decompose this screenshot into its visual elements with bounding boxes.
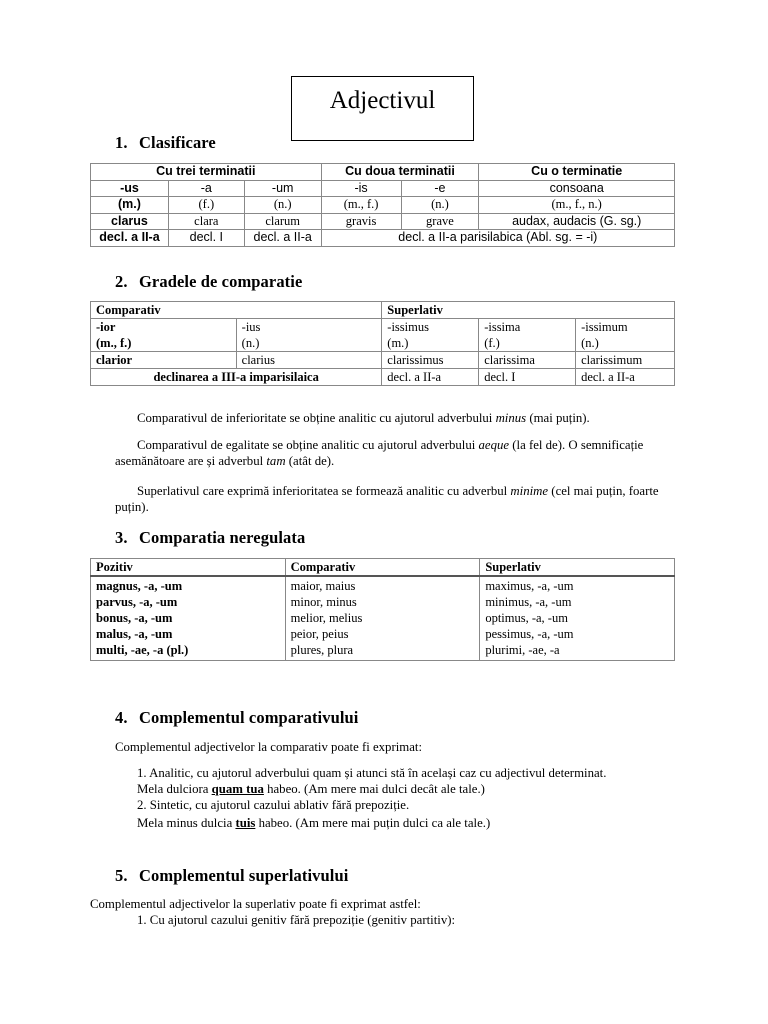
section-4-intro: Complementul adjectivelor la comparativ poate fi exprimat: — [115, 740, 423, 754]
cell-line: bonus, -a, -um — [96, 611, 173, 625]
text: Mela minus dulcia — [137, 816, 236, 830]
latin-term: minus — [495, 411, 527, 425]
table-header: Cu o terminatie — [479, 164, 675, 181]
table-cell — [91, 576, 286, 661]
table-cell: decl. a II-a parisilabica (Abl. sg. = -i) — [321, 230, 674, 247]
table-row — [91, 230, 675, 247]
table-header: Cu doua terminatii — [321, 164, 479, 181]
cell-line: pessimus, -a, -um — [485, 627, 574, 641]
table-cell: clarius — [236, 352, 382, 369]
table-header: Cu trei terminatii — [91, 164, 322, 181]
table-cell: decl. I — [168, 230, 244, 247]
list-item: 1. Analitic, cu ajutorul adverbului quam și atunci stă în același caz cu adjectivul determinat. — [137, 766, 607, 780]
table-cell: -is — [321, 180, 401, 197]
text: (atât de). — [285, 454, 335, 468]
table-row — [91, 576, 675, 661]
highlighted-term: tuis — [235, 816, 256, 830]
cell-line: maximus, -a, -um — [485, 579, 574, 593]
text: Superlativul care exprimă inferioritatea se formează analitic cu adverbul — [137, 484, 511, 498]
table-cell — [382, 319, 479, 352]
cell-line: -ior — [96, 320, 116, 334]
table-cell — [576, 319, 675, 352]
table-row — [91, 369, 675, 386]
comparison-degrees-table — [90, 301, 675, 386]
table-cell: decl. a II-a — [576, 369, 675, 386]
list-item: 1. Cu ajutorul cazului genitiv fără prepoziție (genitiv partitiv): — [137, 913, 456, 927]
table-cell: -um — [244, 180, 321, 197]
table-row — [91, 319, 675, 352]
section-number: 1. — [115, 133, 128, 152]
table-cell: -e — [401, 180, 479, 197]
table-header: Superlativ — [382, 302, 675, 319]
section-5-heading — [115, 866, 348, 886]
section-title: Complementul superlativului — [139, 866, 349, 885]
latin-term: minime — [510, 484, 549, 498]
table-cell: decl. a II-a — [382, 369, 479, 386]
table-header-row — [91, 164, 675, 181]
table-cell: audax, audacis (G. sg.) — [479, 213, 675, 230]
table-cell: (m., f.) — [321, 197, 401, 214]
table-cell: clarior — [91, 352, 237, 369]
section-title: Clasificare — [139, 133, 216, 152]
highlighted-term: quam tua — [211, 782, 264, 796]
list-item: 2. Sintetic, cu ajutorul cazului ablativ fără prepoziție. — [137, 798, 410, 812]
section-5-intro: Complementul adjectivelor la superlativ poate fi exprimat astfel: — [90, 897, 421, 911]
table-cell: clara — [168, 213, 244, 230]
section-number: 3. — [115, 528, 128, 547]
text: (mai puțin). — [526, 411, 590, 425]
table-cell: (n.) — [244, 197, 321, 214]
section-number: 5. — [115, 866, 128, 885]
table-row — [91, 213, 675, 230]
example-sentence — [137, 781, 485, 797]
cell-line: minor, minus — [290, 595, 357, 609]
text: (la fel de). O semnificație asemănătoare are și adverbul — [115, 438, 644, 468]
text: habeo. (Am mere mai puțin dulci ca ale tale.) — [255, 816, 491, 830]
table-header-row — [91, 559, 675, 577]
table-cell: decl. a II-a — [91, 230, 169, 247]
text: habeo. (Am mere mai dulci decât ale tale.) — [263, 782, 485, 796]
table-row — [91, 352, 675, 369]
table-cell: clarissima — [479, 352, 576, 369]
table-cell: -a — [168, 180, 244, 197]
cell-line: -ius — [241, 320, 261, 334]
table-header-row — [91, 302, 675, 319]
table-cell: clarus — [91, 213, 169, 230]
cell-line: minimus, -a, -um — [485, 595, 572, 609]
section-1-heading — [115, 133, 216, 153]
table-cell: clarissimus — [382, 352, 479, 369]
table-cell — [236, 319, 382, 352]
cell-line: (m.) — [387, 336, 409, 350]
section-number: 2. — [115, 272, 128, 291]
table-cell: -us — [91, 180, 169, 197]
document-title: Adjectivul — [329, 87, 436, 114]
cell-line: peior, peius — [290, 627, 349, 641]
cell-line: melior, melius — [290, 611, 363, 625]
table-cell: gravis — [321, 213, 401, 230]
table-header: Superlativ — [480, 559, 675, 577]
table-cell: declinarea a III-a imparisilaica — [91, 369, 382, 386]
table-cell — [91, 319, 237, 352]
section-number: 4. — [115, 708, 128, 727]
classification-table — [90, 163, 675, 247]
cell-line: (n.) — [241, 336, 260, 350]
table-cell — [479, 319, 576, 352]
cell-line: magnus, -a, -um — [96, 579, 183, 593]
paragraph-superlative — [115, 483, 675, 515]
cell-line: plures, plura — [290, 643, 354, 657]
table-cell: (f.) — [168, 197, 244, 214]
cell-line: -issimus — [387, 320, 429, 334]
table-cell — [285, 576, 480, 661]
cell-line: (n.) — [581, 336, 599, 350]
table-header: Comparativ — [285, 559, 480, 577]
cell-line: malus, -a, -um — [96, 627, 173, 641]
table-cell: decl. a II-a — [244, 230, 321, 247]
cell-line: optimus, -a, -um — [485, 611, 568, 625]
table-cell — [480, 576, 675, 661]
table-cell: (m., f., n.) — [479, 197, 675, 214]
cell-line: plurimi, -ae, -a — [485, 643, 560, 657]
section-2-heading — [115, 272, 302, 292]
section-4-heading — [115, 708, 359, 728]
title-box — [291, 76, 474, 141]
table-row — [91, 180, 675, 197]
latin-term: aeque — [478, 438, 510, 452]
cell-line: -issima — [484, 320, 521, 334]
table-cell: clarum — [244, 213, 321, 230]
table-cell: clarissimum — [576, 352, 675, 369]
text: Comparativul de egalitate se obține analitic cu ajutorul adverbului — [137, 438, 479, 452]
cell-line: (f.) — [484, 336, 500, 350]
cell-line: -issimum — [581, 320, 628, 334]
paragraph-inferiority — [115, 410, 675, 426]
table-cell: decl. I — [479, 369, 576, 386]
text: (cel mai puțin, foarte puțin). — [115, 484, 659, 514]
table-cell: (n.) — [401, 197, 479, 214]
table-cell: consoana — [479, 180, 675, 197]
section-title: Gradele de comparatie — [139, 272, 303, 291]
table-header: Comparativ — [91, 302, 382, 319]
section-title: Comparatia neregulata — [139, 528, 306, 547]
section-3-heading — [115, 528, 305, 548]
section-title: Complementul comparativului — [139, 708, 359, 727]
cell-line: multi, -ae, -a (pl.) — [96, 643, 189, 657]
cell-line: parvus, -a, -um — [96, 595, 178, 609]
latin-term: tam — [266, 454, 286, 468]
table-cell: grave — [401, 213, 479, 230]
irregular-comparison-table — [90, 558, 675, 661]
example-sentence — [137, 815, 490, 831]
paragraph-equality — [115, 437, 675, 469]
table-cell: (m.) — [91, 197, 169, 214]
cell-line: maior, maius — [290, 579, 356, 593]
table-row — [91, 197, 675, 214]
text: Mela dulciora — [137, 782, 212, 796]
cell-line: (m., f.) — [96, 336, 132, 350]
table-header: Pozitiv — [91, 559, 286, 577]
text: Comparativul de inferioritate se obține analitic cu ajutorul adverbului — [137, 411, 496, 425]
